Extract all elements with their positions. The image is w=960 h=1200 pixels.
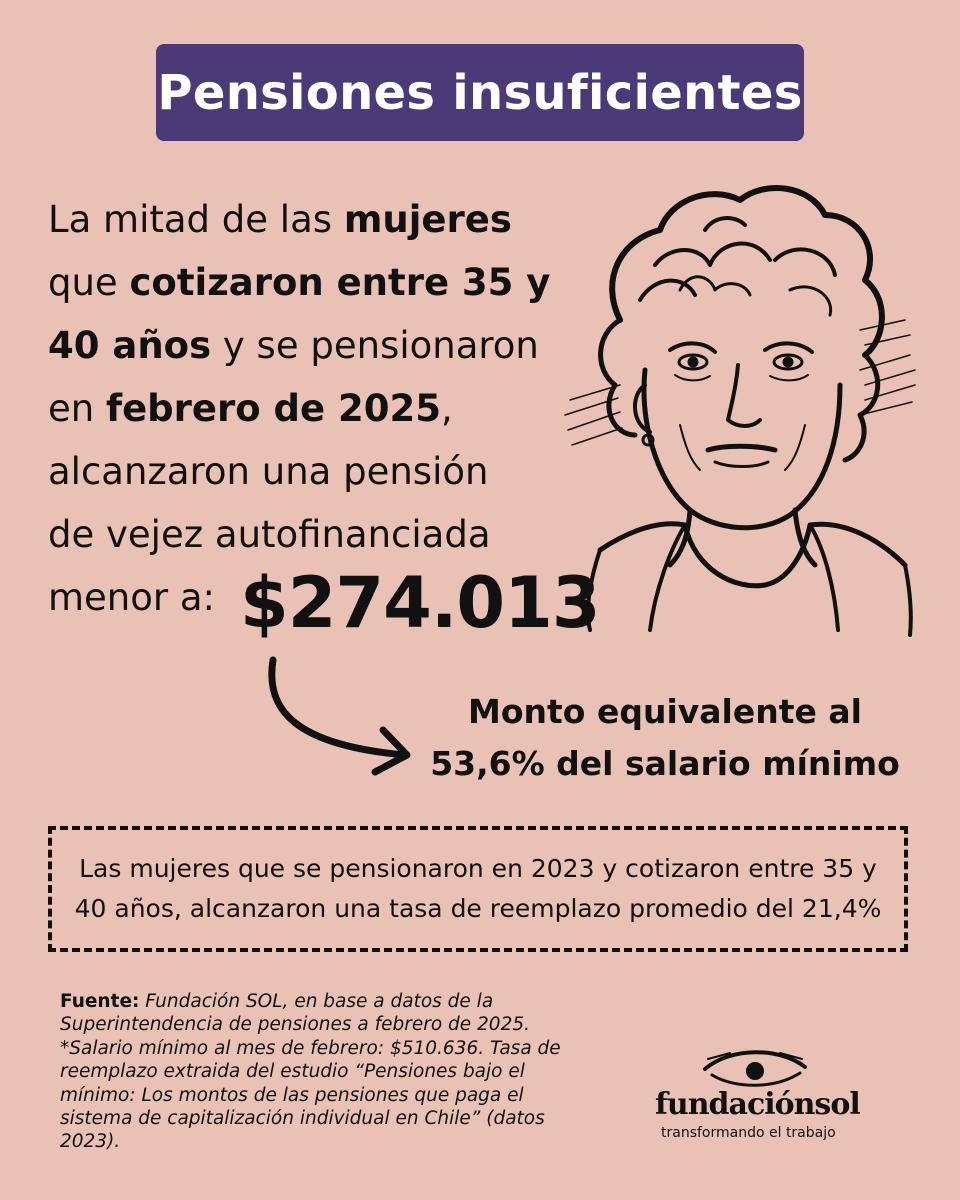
source-line-3: *Salario mínimo al mes de febrero: $510.636. Tasa de [60,1037,561,1059]
callout-box [48,826,908,952]
equivalence-statement [430,686,900,790]
fundacion-sol-logo [655,1045,875,1145]
equivalence-line-1: Monto equivalente al [468,692,862,731]
lead-line-7: menor a: [48,576,216,619]
lead-line-5: alcanzaron una pensión [48,450,489,493]
source-line-1: Fuente: Fundación SOL, en base a datos de la [60,991,494,1012]
source-note [60,990,620,1154]
elderly-woman-portrait-illustration [560,170,920,640]
logo-name: fundaciónsol [655,1087,860,1122]
equivalence-line-2: 53,6% del salario mínimo [430,744,900,783]
lead-line-4: en febrero de 2025, [48,387,453,430]
lead-line-6: de vejez autofinanciada [48,513,491,556]
pension-amount: $274.013 [240,562,600,644]
source-line-5: mínimo: Los montos de las pensiones que paga el [60,1084,524,1106]
eye-logo-icon [700,1045,810,1093]
source-line-6: sistema de capitalización individual en Chile” (datos [60,1108,545,1130]
lead-line-1: La mitad de las mujeres [48,198,512,241]
source-line-7: 2023). [60,1131,121,1153]
callout-line-1: Las mujeres que se pensionaron en 2023 y cotizaron entre 35 y [79,854,877,883]
title-banner [156,44,804,141]
page-title: Pensiones insuficientes [157,64,803,121]
source-line-4: reemplazo extraida del estudio “Pensiones bajo el [60,1061,525,1083]
curved-arrow-icon [255,650,425,780]
lead-line-3: 40 años y se pensionaron [48,324,539,367]
source-line-2: Superintendencia de pensiones a febrero de 2025. [60,1014,530,1036]
logo-tagline: transformando el trabajo [661,1125,836,1141]
lead-line-2: que cotizaron entre 35 y [48,261,551,304]
callout-line-2: 40 años, alcanzaron una tasa de reemplazo promedio del 21,4% [74,894,882,923]
